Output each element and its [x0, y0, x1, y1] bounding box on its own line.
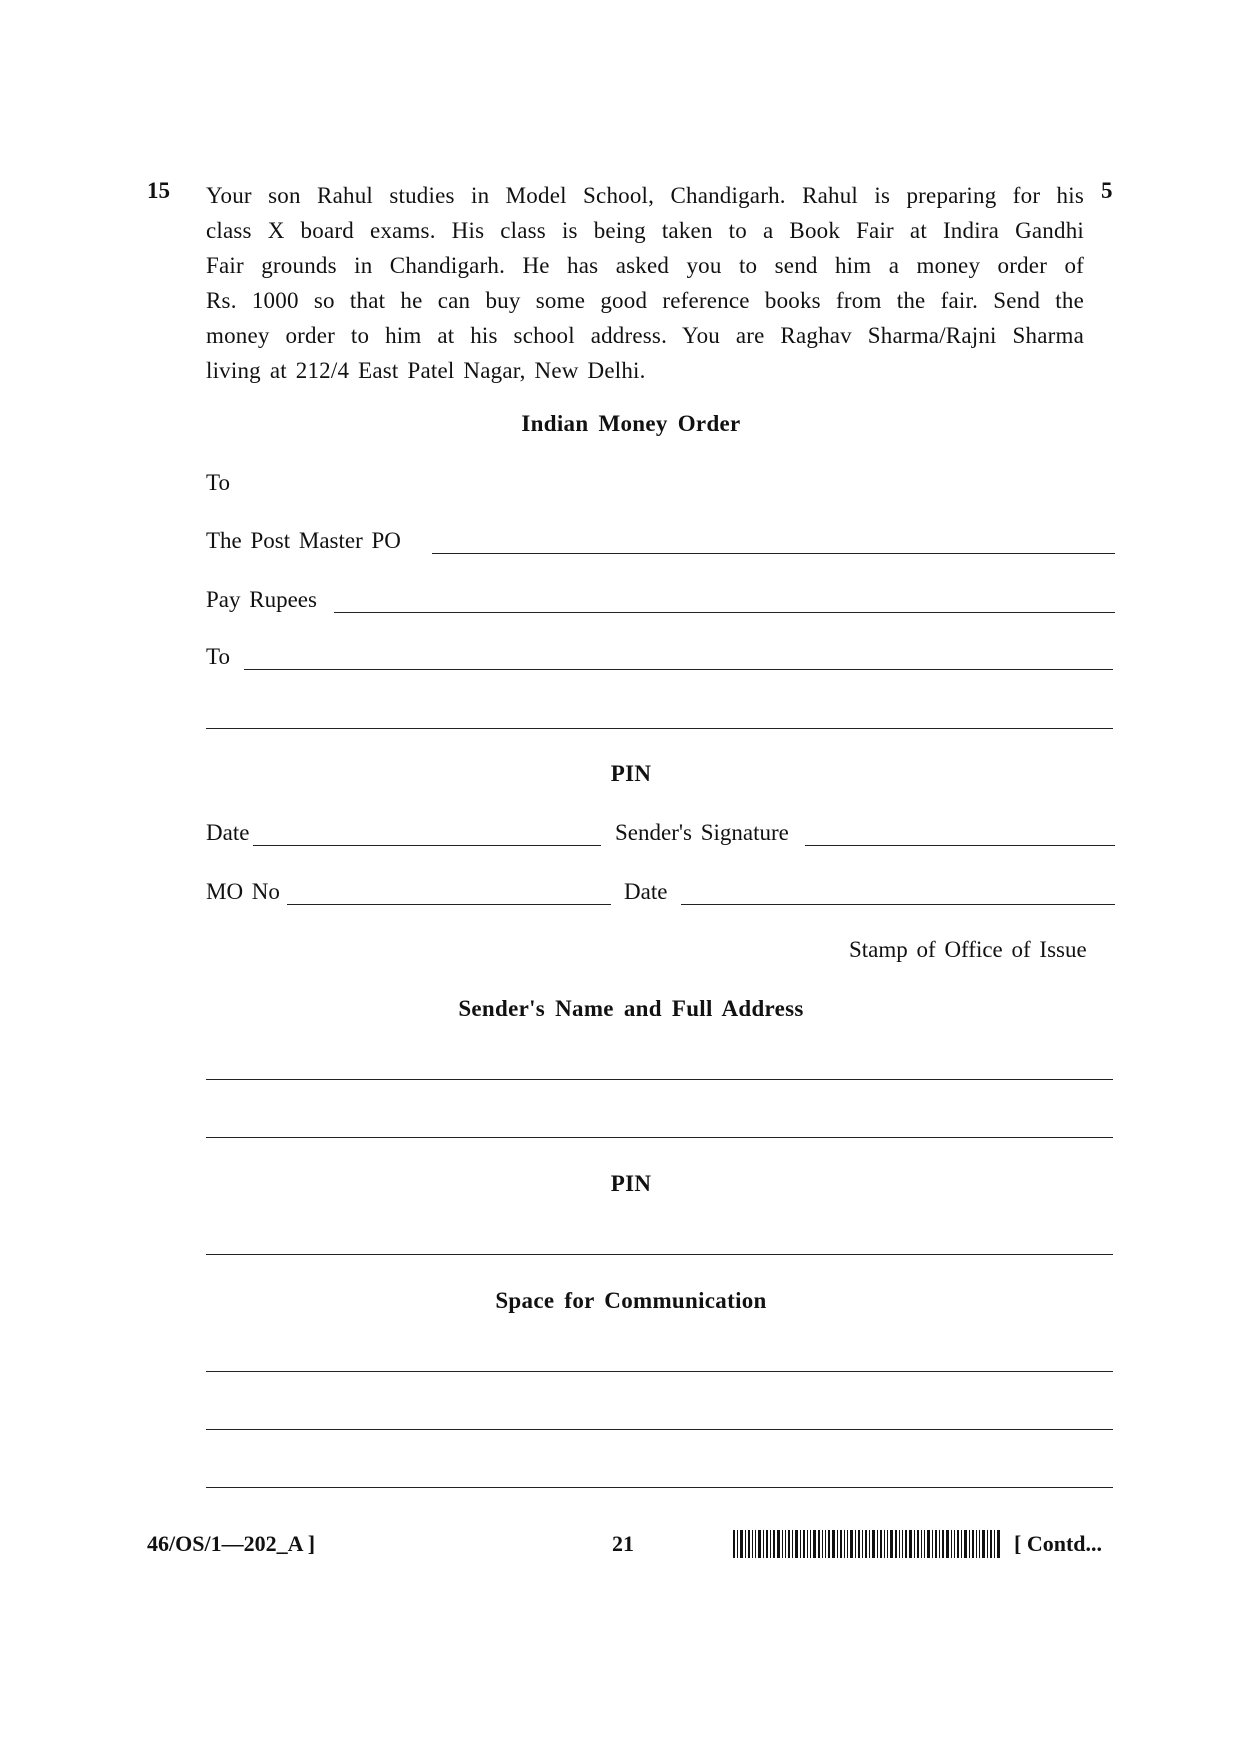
paper-code: 46/OS/1—202_A ] [147, 1531, 316, 1556]
question-line: Your son Rahul studies in Model School, Chandigarh. Rahul is preparing for his [206, 183, 1084, 208]
pay-rupees-label: Pay Rupees [206, 587, 317, 612]
barcode-icon [733, 1530, 1001, 1558]
mo-no-line[interactable] [287, 904, 611, 905]
date-label-2: Date [624, 879, 668, 904]
continued-label: [ Contd... [1014, 1531, 1103, 1556]
signature-label: Sender's Signature [615, 820, 789, 845]
sender-heading: Sender's Name and Full Address [458, 996, 804, 1021]
sender-address-line-2[interactable] [206, 1137, 1113, 1138]
question-line: money order to him at his school address. You are Raghav Sharma/Rajni Sharma [206, 323, 1084, 348]
post-master-label: The Post Master PO [206, 528, 401, 553]
question-text [206, 178, 1084, 388]
page-number: 21 [612, 1531, 634, 1556]
form-title: Indian Money Order [521, 411, 741, 436]
to-label: To [206, 470, 230, 495]
payee-line-2[interactable] [206, 728, 1113, 729]
communication-line-1[interactable] [206, 1371, 1113, 1372]
payee-to-label: To [206, 644, 230, 669]
mo-no-label: MO No [206, 879, 280, 904]
date-line-2[interactable] [681, 904, 1115, 905]
question-line: living at 212/4 East Patel Nagar, New Delhi. [206, 358, 646, 383]
payee-line-1[interactable] [244, 669, 1113, 670]
sender-pin-line[interactable] [206, 1254, 1113, 1255]
pin-label-2: PIN [610, 1171, 652, 1196]
question-number: 15 [147, 178, 170, 203]
post-master-line[interactable] [432, 553, 1115, 554]
question-marks: 5 [1101, 178, 1113, 203]
sender-address-line-1[interactable] [206, 1079, 1113, 1080]
communication-heading: Space for Communication [495, 1288, 767, 1313]
question-line: class X board exams. His class is being taken to a Book Fair at Indira Gandhi [206, 218, 1084, 243]
question-line: Rs. 1000 so that he can buy some good reference books from the fair. Send the [206, 288, 1084, 313]
signature-line[interactable] [805, 845, 1115, 846]
question-line: Fair grounds in Chandigarh. He has asked you to send him a money order of [206, 253, 1084, 278]
communication-line-3[interactable] [206, 1487, 1113, 1488]
pin-label-1: PIN [610, 761, 652, 786]
pay-rupees-line[interactable] [334, 612, 1115, 613]
date-line-1[interactable] [253, 845, 601, 846]
communication-line-2[interactable] [206, 1429, 1113, 1430]
date-label-1: Date [206, 820, 250, 845]
stamp-label: Stamp of Office of Issue [849, 937, 1087, 962]
